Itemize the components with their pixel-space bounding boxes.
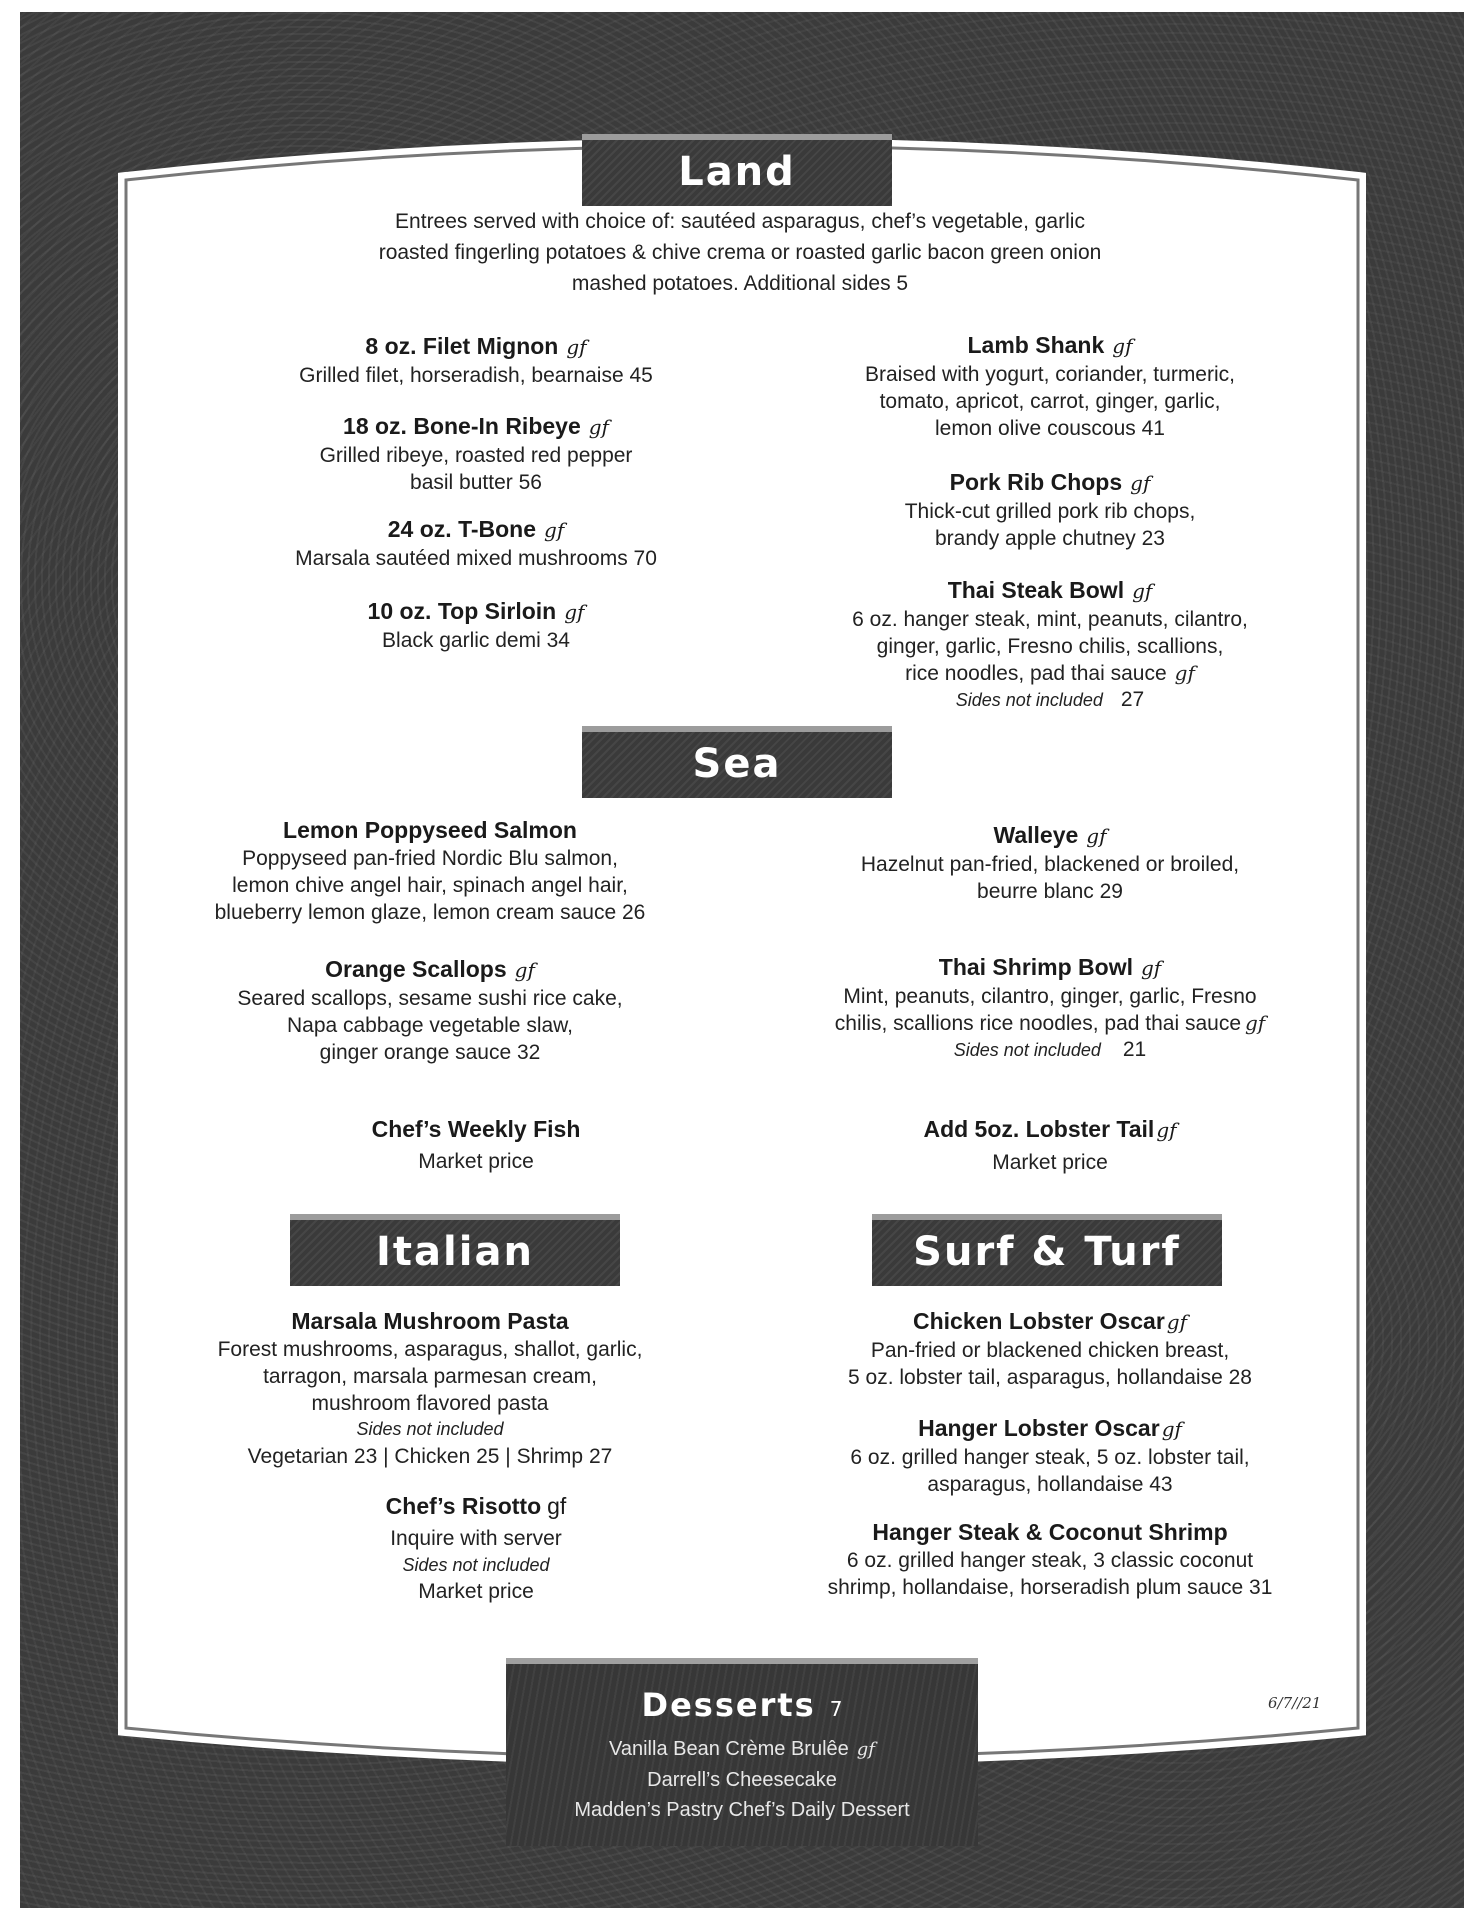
item-price: 21 — [1122, 1038, 1147, 1061]
item-desc: Marsala sautéed mixed mushrooms 70 — [295, 547, 657, 570]
gluten-free-label: gf — [1130, 471, 1151, 495]
item-desc: Black garlic demi 34 — [382, 629, 570, 652]
item-name: Pork Rib Chops — [949, 469, 1123, 495]
item-name: Chef’s Risotto — [385, 1493, 542, 1519]
item-desc: Market price — [418, 1150, 534, 1173]
gluten-free-label: gf — [1086, 824, 1107, 848]
gluten-free-label: gf — [566, 335, 587, 359]
item-desc: Poppyseed pan-fried Nordic Blu salmon, — [242, 847, 618, 870]
item-price: 27 — [1120, 688, 1145, 711]
intro-line: mashed potatoes. Additional sides 5 — [571, 272, 909, 295]
item-name: Thai Steak Bowl — [947, 577, 1125, 603]
item-desc: rice noodles, pad thai sauce — [905, 662, 1167, 685]
gluten-free-label: gf — [1132, 579, 1153, 603]
item-desc: Hazelnut pan-fried, blackened or broiled, — [860, 853, 1240, 876]
menu-item-sirloin — [236, 596, 716, 654]
item-name: Add 5oz. Lobster Tail — [923, 1116, 1155, 1142]
item-desc: Seared scallops, sesame sushi rice cake, — [237, 987, 623, 1010]
surf-turf-heading: Surf & Turf — [913, 1229, 1181, 1275]
gluten-free-label: gf — [564, 600, 585, 624]
item-desc: Grilled filet, horseradish, bearnaise 45 — [299, 364, 653, 387]
gluten-free-label: gf — [1245, 1011, 1266, 1035]
item-desc: Grilled ribeye, roasted red pepper — [319, 444, 633, 467]
menu-item-chicken-oscar — [790, 1306, 1310, 1391]
gluten-free-label: gf — [514, 958, 535, 982]
item-price: Market price — [418, 1580, 534, 1603]
menu-item-ribeye — [236, 411, 716, 496]
gluten-free-label: gf — [1166, 1310, 1188, 1334]
item-desc: tarragon, marsala parmesan cream, — [263, 1365, 597, 1388]
item-desc: beurre blanc 29 — [977, 880, 1123, 903]
intro-line: roasted fingerling potatoes & chive crema or roasted garlic bacon green onion — [378, 241, 1102, 264]
item-desc: 6 oz. grilled hanger steak, 3 classic coconut — [846, 1549, 1254, 1572]
item-desc: Market price — [992, 1151, 1108, 1174]
menu-item-filet — [236, 331, 716, 389]
item-name: Orange Scallops — [325, 956, 507, 982]
item-desc: 6 oz. hanger steak, mint, peanuts, cilantro, — [852, 608, 1248, 631]
item-desc: chilis, scallions rice noodles, pad thai sauce — [834, 1012, 1241, 1035]
dessert-item: Vanilla Bean Crème Brulêe — [609, 1738, 849, 1760]
gluten-free-label: gf — [547, 1493, 567, 1519]
menu-item-scallops — [170, 954, 690, 1066]
item-desc: Braised with yogurt, coriander, turmeric, — [865, 363, 1235, 386]
desserts-box — [506, 1658, 978, 1846]
gluten-free-label: gf — [1112, 334, 1133, 358]
gluten-free-label: gf — [1156, 1118, 1177, 1142]
item-desc: ginger orange sauce 32 — [319, 1041, 541, 1064]
menu-date: 6/7//21 — [1268, 1694, 1322, 1712]
menu-item-tbone — [236, 514, 716, 572]
item-note: Sides not included — [953, 1040, 1101, 1060]
item-desc: tomato, apricot, carrot, ginger, garlic, — [879, 390, 1221, 413]
menu-item-marsala-pasta — [170, 1306, 690, 1470]
menu-item-weekly-fish — [236, 1114, 716, 1175]
item-name: 10 oz. Top Sirloin — [367, 598, 557, 624]
item-note: Sides not included — [402, 1555, 550, 1575]
menu-item-pork — [800, 467, 1300, 552]
item-name: 8 oz. Filet Mignon — [365, 333, 559, 359]
menu-item-thai-shrimp — [790, 952, 1310, 1063]
gluten-free-label: gf — [856, 1739, 875, 1760]
menu-item-lamb — [800, 330, 1300, 442]
item-note: Sides not included — [955, 690, 1103, 710]
item-desc: 6 oz. grilled hanger steak, 5 oz. lobster tail, — [850, 1446, 1250, 1469]
item-name: Chef’s Weekly Fish — [371, 1116, 581, 1142]
item-desc: asparagus, hollandaise 43 — [927, 1473, 1173, 1496]
italian-banner — [290, 1214, 620, 1286]
item-name: Hanger Steak & Coconut Shrimp — [872, 1519, 1228, 1545]
surf-turf-banner — [872, 1214, 1222, 1286]
menu-item-thai-steak — [800, 575, 1300, 713]
gluten-free-label: gf — [1174, 661, 1195, 685]
item-name: 24 oz. T-Bone — [387, 516, 537, 542]
item-desc: lemon chive angel hair, spinach angel hair, — [232, 874, 628, 897]
item-desc: mushroom flavored pasta — [311, 1392, 549, 1415]
sea-heading: Sea — [692, 741, 782, 787]
item-name: 18 oz. Bone-In Ribeye — [343, 413, 581, 439]
menu-item-salmon — [170, 815, 690, 926]
desserts-price: 7 — [829, 1697, 843, 1721]
item-desc: basil butter 56 — [410, 471, 542, 494]
dessert-item: Darrell’s Cheesecake — [647, 1769, 837, 1791]
item-desc: lemon olive couscous 41 — [935, 417, 1165, 440]
item-desc: brandy apple chutney 23 — [934, 527, 1165, 550]
item-name: Walleye — [993, 822, 1079, 848]
item-desc: Inquire with server — [390, 1527, 562, 1550]
land-intro — [290, 206, 1190, 299]
item-desc: Mint, peanuts, cilantro, ginger, garlic, Fresno — [843, 985, 1257, 1008]
desserts-heading: Desserts — [641, 1686, 816, 1724]
item-desc: Thick-cut grilled pork rib chops, — [904, 500, 1196, 523]
land-heading: Land — [678, 149, 796, 195]
gluten-free-label: gf — [544, 518, 565, 542]
gluten-free-label: gf — [1141, 956, 1162, 980]
menu-item-hanger-oscar — [790, 1413, 1310, 1498]
item-desc: Napa cabbage vegetable slaw, — [286, 1014, 574, 1037]
item-name: Chicken Lobster Oscar — [912, 1308, 1165, 1334]
menu-item-risotto — [236, 1491, 716, 1605]
gluten-free-label: gf — [1161, 1417, 1182, 1441]
item-desc: Forest mushrooms, asparagus, shallot, garlic, — [217, 1338, 643, 1361]
menu-item-lobster-tail — [800, 1114, 1300, 1176]
item-name: Lemon Poppyseed Salmon — [283, 817, 577, 843]
item-name: Thai Shrimp Bowl — [938, 954, 1133, 980]
item-name: Marsala Mushroom Pasta — [291, 1308, 569, 1334]
menu-item-walleye — [800, 820, 1300, 905]
sea-banner — [582, 726, 892, 798]
item-desc: blueberry lemon glaze, lemon cream sauce 26 — [214, 901, 646, 924]
item-desc: ginger, garlic, Fresno chilis, scallions, — [876, 635, 1224, 658]
item-note: Sides not included — [356, 1419, 504, 1439]
item-name: Hanger Lobster Oscar — [918, 1415, 1160, 1441]
item-desc: Pan-fried or blackened chicken breast, — [870, 1339, 1230, 1362]
item-prices: Vegetarian 23 | Chicken 25 | Shrimp 27 — [247, 1445, 613, 1468]
item-desc: 5 oz. lobster tail, asparagus, hollandaise 28 — [848, 1366, 1252, 1389]
dessert-item: Madden’s Pastry Chef’s Daily Dessert — [574, 1799, 910, 1821]
item-name: Lamb Shank — [967, 332, 1105, 358]
menu-item-hanger-shrimp — [790, 1517, 1310, 1601]
gluten-free-label: gf — [588, 415, 609, 439]
item-desc: shrimp, hollandaise, horseradish plum sauce 31 — [827, 1576, 1273, 1599]
intro-line: Entrees served with choice of: sautéed asparagus, chef’s vegetable, garlic — [395, 210, 1085, 233]
italian-heading: Italian — [376, 1229, 534, 1275]
land-banner — [582, 134, 892, 206]
